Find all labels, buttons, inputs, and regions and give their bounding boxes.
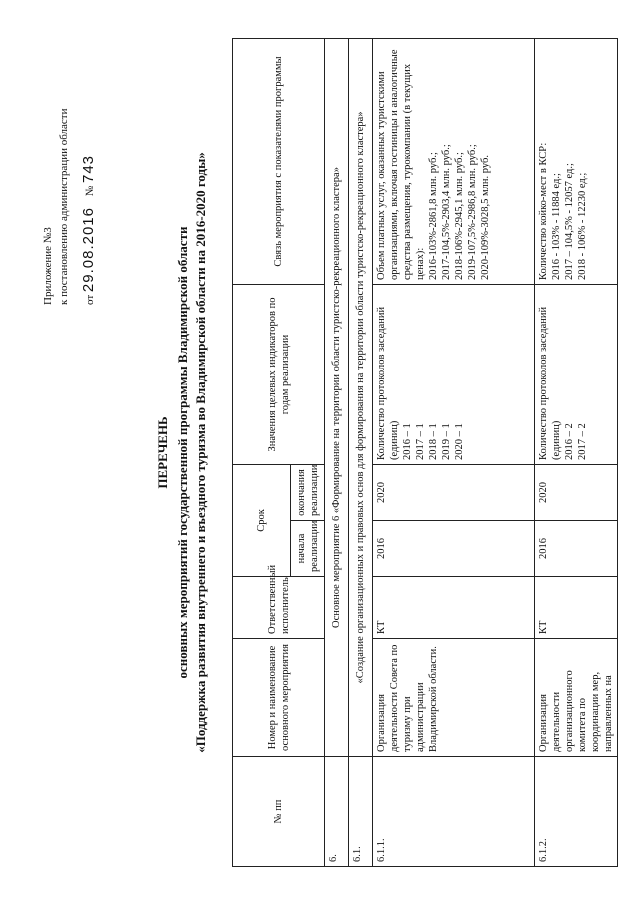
row-start: 2016	[535, 521, 618, 577]
doc-title: ПЕРЕЧЕНЬ	[155, 416, 170, 489]
header-num: № пп	[233, 757, 325, 867]
section-title: Основное мероприятие 6 «Формирование на территории области туристско-рекреационного кластера»	[325, 38, 349, 756]
table-row	[373, 38, 535, 866]
header-term: Срок	[233, 464, 291, 576]
decree-number: 743	[80, 154, 97, 183]
measures-table	[232, 38, 618, 867]
section-num: 6.	[325, 757, 349, 867]
row-responsible: КТ	[535, 577, 618, 639]
row-link: Количество койко-мест в КСР: 2016 - 103% - 11884 ед.; 2017 – 104,5% - 12057 ед.; 2018 - 106% - 12230 ед.;	[535, 38, 618, 284]
decree-date: 29.08.2016	[80, 207, 97, 293]
header-row	[233, 38, 291, 866]
row-indicators: Количество протоколов заседаний (единиц) 2016 – 2 2017 – 2	[535, 284, 618, 464]
header-end: окончания реализации	[291, 464, 325, 520]
table-row	[535, 38, 618, 866]
appendix-date-line	[80, 155, 97, 305]
header-indicators: Значения целевых индикаторов по годам реализации	[233, 284, 325, 464]
row-name: Организация деятельности организационного комитета по координации мер, направленных на	[535, 639, 618, 757]
row-end: 2020	[373, 464, 535, 520]
number-prefix: №	[84, 185, 96, 197]
section-row	[325, 38, 349, 866]
header-responsible: Ответственный исполнитель	[233, 577, 325, 639]
row-num: 6.1.2.	[535, 757, 618, 867]
subsection-row	[349, 38, 373, 866]
doc-program-name: «Поддержка развития внутреннего и въездного туризма во Владимирской области на 2016-2020 годы»	[193, 152, 208, 753]
header-name: Номер и наименование основного мероприятия	[233, 639, 325, 757]
header-start: начала реализации	[291, 521, 325, 577]
subsection-title: «Создание организационных и правовых основ для формирования на территории области туристско-рекреационного кластера»	[349, 38, 373, 756]
row-link: Объем платных услуг, оказанных туристскими организациями, включая гостиницы и аналогичные средства размещения, турокомпании (в текущих ценах): 2016-103%-2861,8 млн. руб.; 2017-104,5%-2903,4 млн. руб.; 2018-106%-2945,1 млн. руб.; 2019-107,5%-2986,8 млн. руб.; 2020-109%-3028,5 млн. руб.	[373, 38, 535, 284]
date-prefix: от	[84, 294, 96, 305]
row-indicators: Количество протоколов заседаний (единиц) 2016 – 1 2017 – 1 2018 – 1 2019 – 1 2020 – 1	[373, 284, 535, 464]
row-num: 6.1.1.	[373, 757, 535, 867]
row-name: Организация деятельности Совета по туризму при администрации Владимирской области.	[373, 639, 535, 757]
appendix-decree-label: к постановлению администрации области	[58, 108, 70, 305]
row-responsible: КТ	[373, 577, 535, 639]
doc-subtitle: основных мероприятий государственной программы Владимирской области	[175, 226, 190, 679]
row-end: 2020	[535, 464, 618, 520]
header-link: Связь мероприятия с показателями программы	[233, 38, 325, 284]
row-start: 2016	[373, 521, 535, 577]
appendix-label: Приложение №3	[42, 227, 54, 305]
subsection-num: 6.1.	[349, 757, 373, 867]
